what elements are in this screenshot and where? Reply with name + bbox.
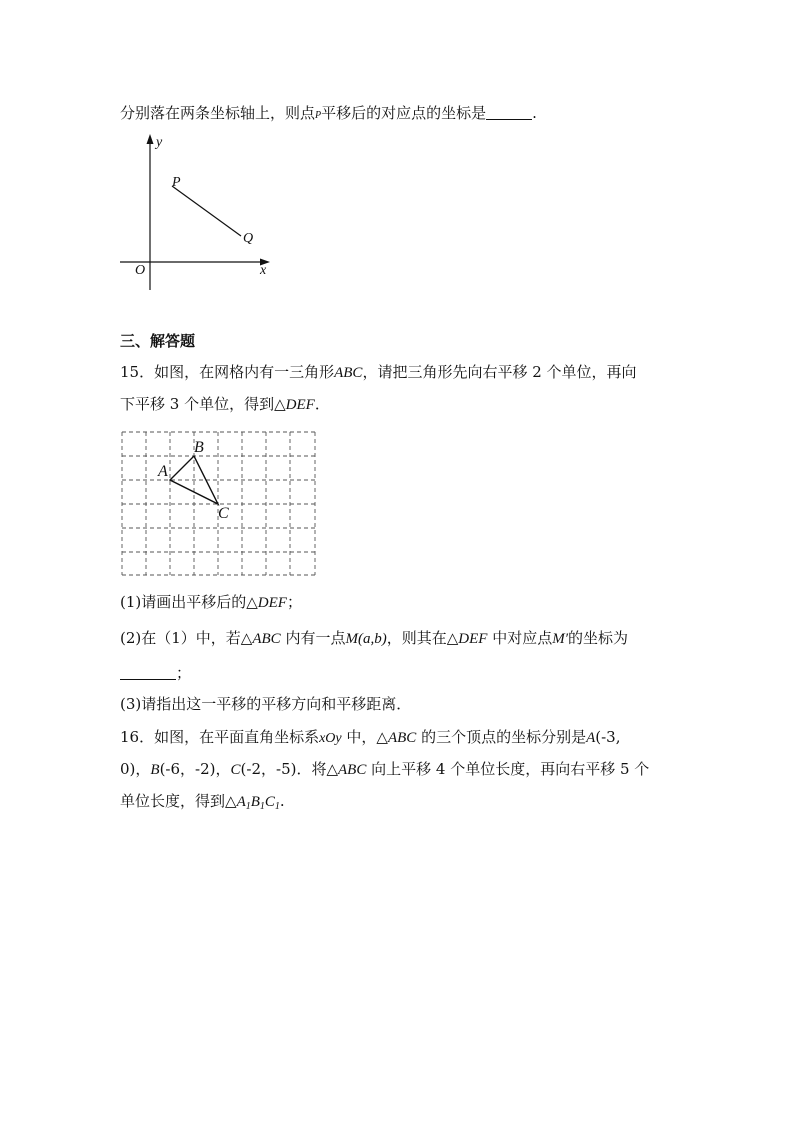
q14-text-after: 平移后的对应点的坐标是	[321, 104, 487, 122]
vertex-c-label: C	[218, 505, 229, 522]
q15-text: ，请把三角形先向右平移 2 个单位，再向	[362, 363, 637, 381]
triangle-name: ABC	[387, 730, 417, 746]
vertex-b-label: B	[194, 439, 204, 456]
triangle-symbol: △	[376, 728, 388, 746]
q15-answer-blank	[120, 665, 176, 680]
point-a: A	[586, 730, 596, 746]
q16-text: 中，	[341, 728, 377, 746]
y-axis-label: y	[156, 135, 163, 150]
vertex-a-label: A	[158, 463, 168, 480]
q15-text: ；	[286, 593, 302, 611]
subscript: 1	[274, 801, 280, 812]
q14-point-label: P	[315, 110, 322, 121]
segment-pq	[172, 186, 241, 236]
q15-text: 内有一点	[280, 629, 346, 647]
subscript: 1	[259, 801, 265, 812]
q16-text: (-6，-2)，	[159, 760, 231, 778]
point-p-label: P	[172, 175, 181, 190]
q14-line	[120, 102, 537, 127]
q16-text: 向上平移 4 个单位长度，再向右平移 5 个	[366, 760, 650, 778]
q15-line1	[120, 361, 637, 384]
triangle-name: ABC	[334, 365, 363, 381]
section-title: 三、解答题	[120, 332, 196, 350]
q16-text: (-3,	[595, 728, 621, 746]
point-m: M	[345, 631, 358, 647]
q15-part1	[120, 591, 302, 614]
q16-line1	[120, 726, 621, 750]
y-axis-arrow	[147, 134, 154, 144]
triangle-name: DEF	[285, 397, 315, 413]
triangle-symbol: △	[225, 792, 237, 810]
q15-text: ；	[176, 664, 192, 682]
q16-text: 的三个顶点的坐标分别是	[416, 728, 587, 746]
point-b1: B	[250, 794, 260, 810]
q15-text: 15．如图，在网格内有一三角形	[120, 363, 335, 381]
q15-text: (2)在（1）中，若	[120, 629, 241, 647]
point-c: C	[230, 762, 241, 778]
q15-text: ，则其在	[386, 629, 447, 647]
figure-pq-axes	[110, 130, 290, 300]
q16-text: 单位长度，得到	[120, 792, 226, 810]
triangle-symbol: △	[326, 760, 339, 778]
q16-text: 0)，	[120, 760, 151, 778]
triangle-name: ABC	[338, 762, 367, 778]
q16-line3	[120, 790, 285, 818]
q14-text: 分别落在两条坐标轴上，则点	[120, 104, 316, 122]
triangle-symbol: △	[246, 593, 258, 611]
triangle-name: ABC	[252, 631, 281, 647]
point-m-prime: M′	[552, 631, 569, 647]
coord-system-name: xOy	[319, 731, 342, 746]
q15-text: ．	[314, 395, 330, 413]
x-axis-label: x	[260, 263, 267, 278]
figure-grid-triangle	[110, 422, 330, 582]
q15-part2-blank-line	[120, 662, 191, 684]
q15-text: 的坐标为	[568, 629, 629, 647]
point-q-label: Q	[243, 231, 254, 246]
origin-label: O	[135, 263, 146, 278]
point-a1: A	[236, 794, 246, 810]
subscript: 1	[245, 801, 251, 812]
q16-text: .	[279, 792, 285, 810]
q15-part3: (3)请指出这一平移的平移方向和平移距离．	[120, 695, 412, 713]
q15-text: 下平移 3 个单位，得到	[120, 395, 275, 413]
triangle-symbol: △	[240, 629, 253, 647]
triangle-name: DEF	[257, 595, 287, 611]
q15-part2	[120, 627, 628, 650]
triangle-symbol: △	[274, 395, 286, 413]
q14-end: .	[532, 104, 537, 122]
q15-text: 中对应点	[487, 629, 553, 647]
q16-line2	[120, 758, 649, 781]
point-b: B	[150, 762, 160, 778]
point-m-coord: (a,b)	[357, 631, 387, 647]
triangle-symbol: △	[446, 629, 459, 647]
q16-text: 16．如图，在平面直角坐标系	[120, 728, 320, 746]
point-c1: C	[264, 794, 275, 810]
q16-text: (-2，-5)．将	[240, 760, 327, 778]
q15-line2	[120, 393, 330, 416]
q14-answer-blank	[486, 105, 532, 120]
q15-text: (1)请画出平移后的	[120, 593, 247, 611]
triangle-name: DEF	[458, 631, 488, 647]
